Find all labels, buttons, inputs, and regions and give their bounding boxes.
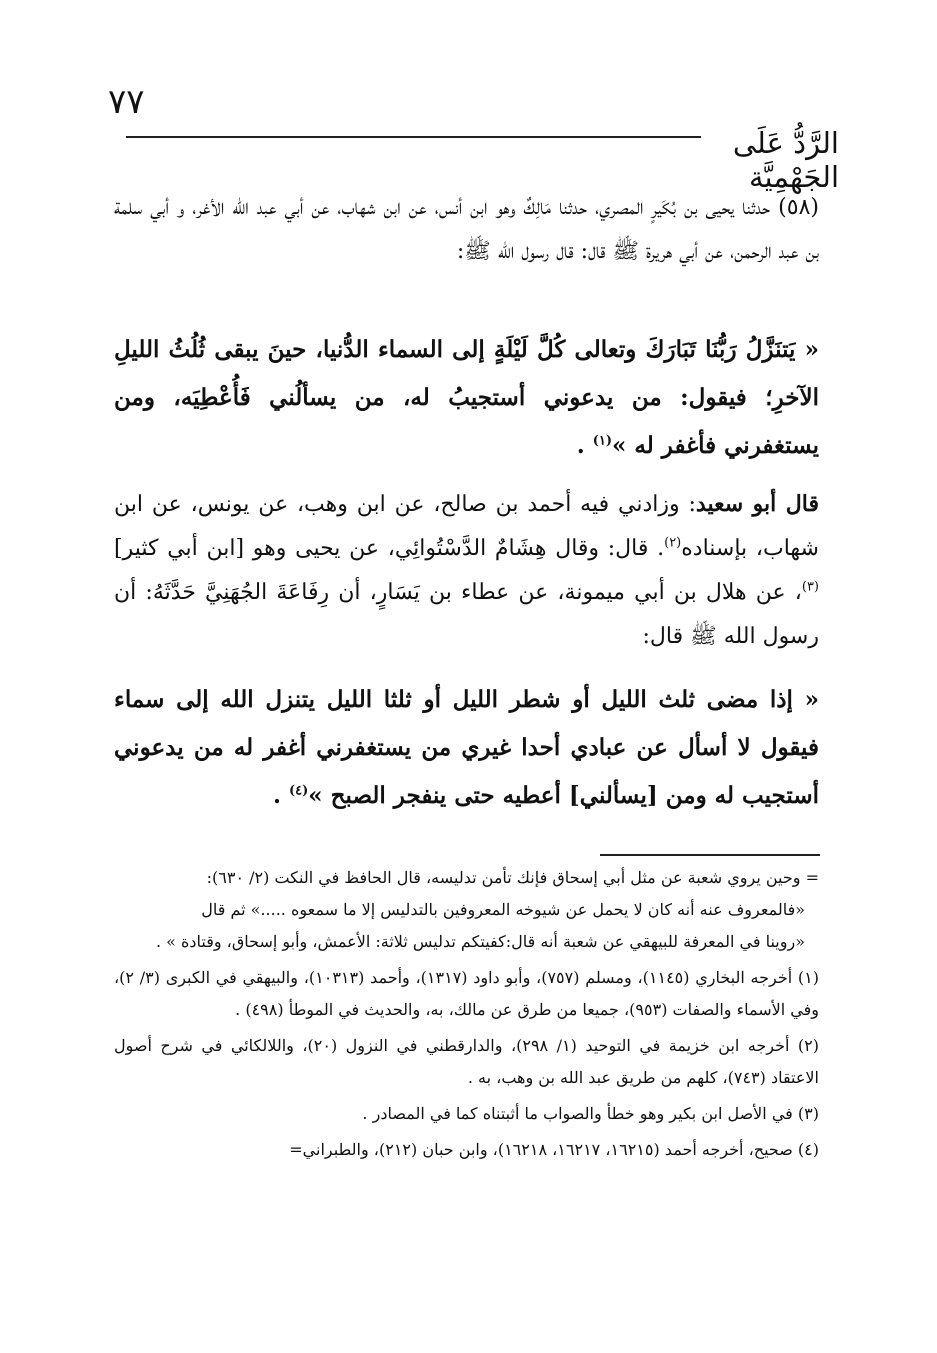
running-title: الرَّدُّ عَلَى الجَهْمِيَّة: [732, 126, 839, 194]
hadith-2-text: « إذا مضى ثلث الليل أو شطر الليل أو ثلثا الليل يتنزل الله إلى سماء فيقول لا أسأل عن عبادي أحدا غيري من يستغفرني أغفر له من يدعوني أستجيب له ومن [يسألني] أعطيه حتى ينفجر الصبح »: [114, 686, 819, 809]
header-rule: [126, 136, 701, 138]
hadith-2: « إذا مضى ثلث الليل أو شطر الليل أو ثلثا الليل يتنزل الله إلى سماء فيقول لا أسأل عن عبادي أحدا غيري من يستغفرني أغفر له من يدعوني أستجيب له ومن [يسألني] أعطيه حتى ينفجر الصبح »$^{(٤)}$ .: [114, 686, 819, 809]
footnotes: [114, 862, 819, 1166]
footnote-2: (٢) أخرجه ابن خزيمة في التوحيد (١/ ٢٩٨)، والدارقطني في النزول (٢٠)، واللالكائي في شرح أصول الاعتقاد (٧٤٣)، كلهم من طريق عبد الله بن وهب، به .: [114, 1036, 820, 1087]
footnote-4: (٤) صحيح، أخرجه أحمد (١٦٢١٥، ١٦٢١٧، ١٦٢١٨)، وابن حبان (٢١٢)، والطبراني=: [289, 1140, 819, 1159]
abu-said-part-2: . قال: وقال هِشَامٌ الدَّسْتُوائِي، عن يحيى وهو [ابن أبي كثير]: [114, 536, 665, 561]
footnote-rule: [600, 854, 820, 856]
page-number: ٧٧: [108, 82, 145, 122]
abu-said-paragraph: [114, 482, 819, 659]
footnote-continuation-line-2: «فالمعروف عنه أنه كان لا يحمل عن شيوخه المعروفين بالتدليس إلا ما سمعوه .....» ثم قال: [201, 900, 805, 919]
abu-said-part-1: : وزادني فيه أحمد بن صالح، عن ابن وهب، عن يونس، عن ابن شهاب، بإسناده: [114, 492, 819, 561]
hadith-1-text: « يَتنَزَّلُ رَبُّنَا تَبَارَكَ وتعالى كُلَّ لَيْلَةٍ إلى السماء الدُّنيا، حينَ يبقى ثُلُثُ الليلِ الآخرِ؛ فيقول: من يدعوني أستجيبُ له، من يسألُني فَأُعْطِيَه، ومن يستغفرني فأغفر له »: [114, 336, 819, 459]
paragraph-58: [114, 186, 819, 274]
footnote-1: (١) أخرجه البخاري (١١٤٥)، ومسلم (٧٥٧)، وأبو داود (١٣١٧)، وأحمد (١٠٣١٣)، والبيهقي في الكبرى (٣/ ٢)، وفي الأسماء والصفات (٩٥٣)، جميعا من طرق عن مالك، به، والحديث في الموطأ (٤٩٨) .: [114, 968, 820, 1019]
footnote-continuation: [114, 862, 819, 958]
footnote-3: (٣) في الأصل ابن بكير وهو خطأ والصواب ما أثبتناه كما في المصادر .: [362, 1104, 819, 1123]
abu-said-part-3: ، عن هلال بن أبي ميمونة، عن عطاء بن يَسَارٍ، أن رِفَاعَةَ الجُهَنِيَّ حَدَّثَهُ: أن رسول الله ﷺ قال:: [114, 580, 819, 649]
hadith-1: « يَتنَزَّلُ رَبُّنَا تَبَارَكَ وتعالى كُلَّ لَيْلَةٍ إلى السماء الدُّنيا، حينَ يبقى ثُلُثُ الليلِ الآخرِ؛ فيقول: من يدعوني أستجيبُ له، من يسألُني فَأُعْطِيَه، ومن يستغفرني فأغفر له »$^{(١)}$ .: [114, 336, 819, 459]
footnote-ref-1[interactable]: (١): [592, 433, 613, 449]
footnote-ref-4[interactable]: (٤): [288, 783, 309, 799]
footnote-ref-3[interactable]: (٣): [801, 579, 819, 595]
footnote-continuation-line-3: «روينا في المعرفة للبيهقي عن شعبة أنه قال:كفيتكم تدليس ثلاثة: الأعمش، وأبو إسحاق، وقتادة » .: [155, 932, 805, 951]
paragraph-58-text: (٥٨) حدثنا يحيى بن بُكَيرٍ المصري، حدثنا مَالِكٌ وهو ابن أنس، عن ابن شهاب، عن أبي عبد الله الأغر، و أبي سلمة بن عبد الرحمن، عن أبي هريرة ﷺ قال: قال رسول الله ﷺ:: [114, 195, 819, 264]
abu-said-lead: قال أبو سعيد: [695, 491, 819, 517]
footnote-ref-2[interactable]: (٢): [664, 535, 682, 551]
footnote-continuation-line-1: = وحين يروي شعبة عن مثل أبي إسحاق فإنك تأمن تدليسه، قال الحافظ في النكت (٢/ ٦٣٠):: [206, 868, 819, 887]
